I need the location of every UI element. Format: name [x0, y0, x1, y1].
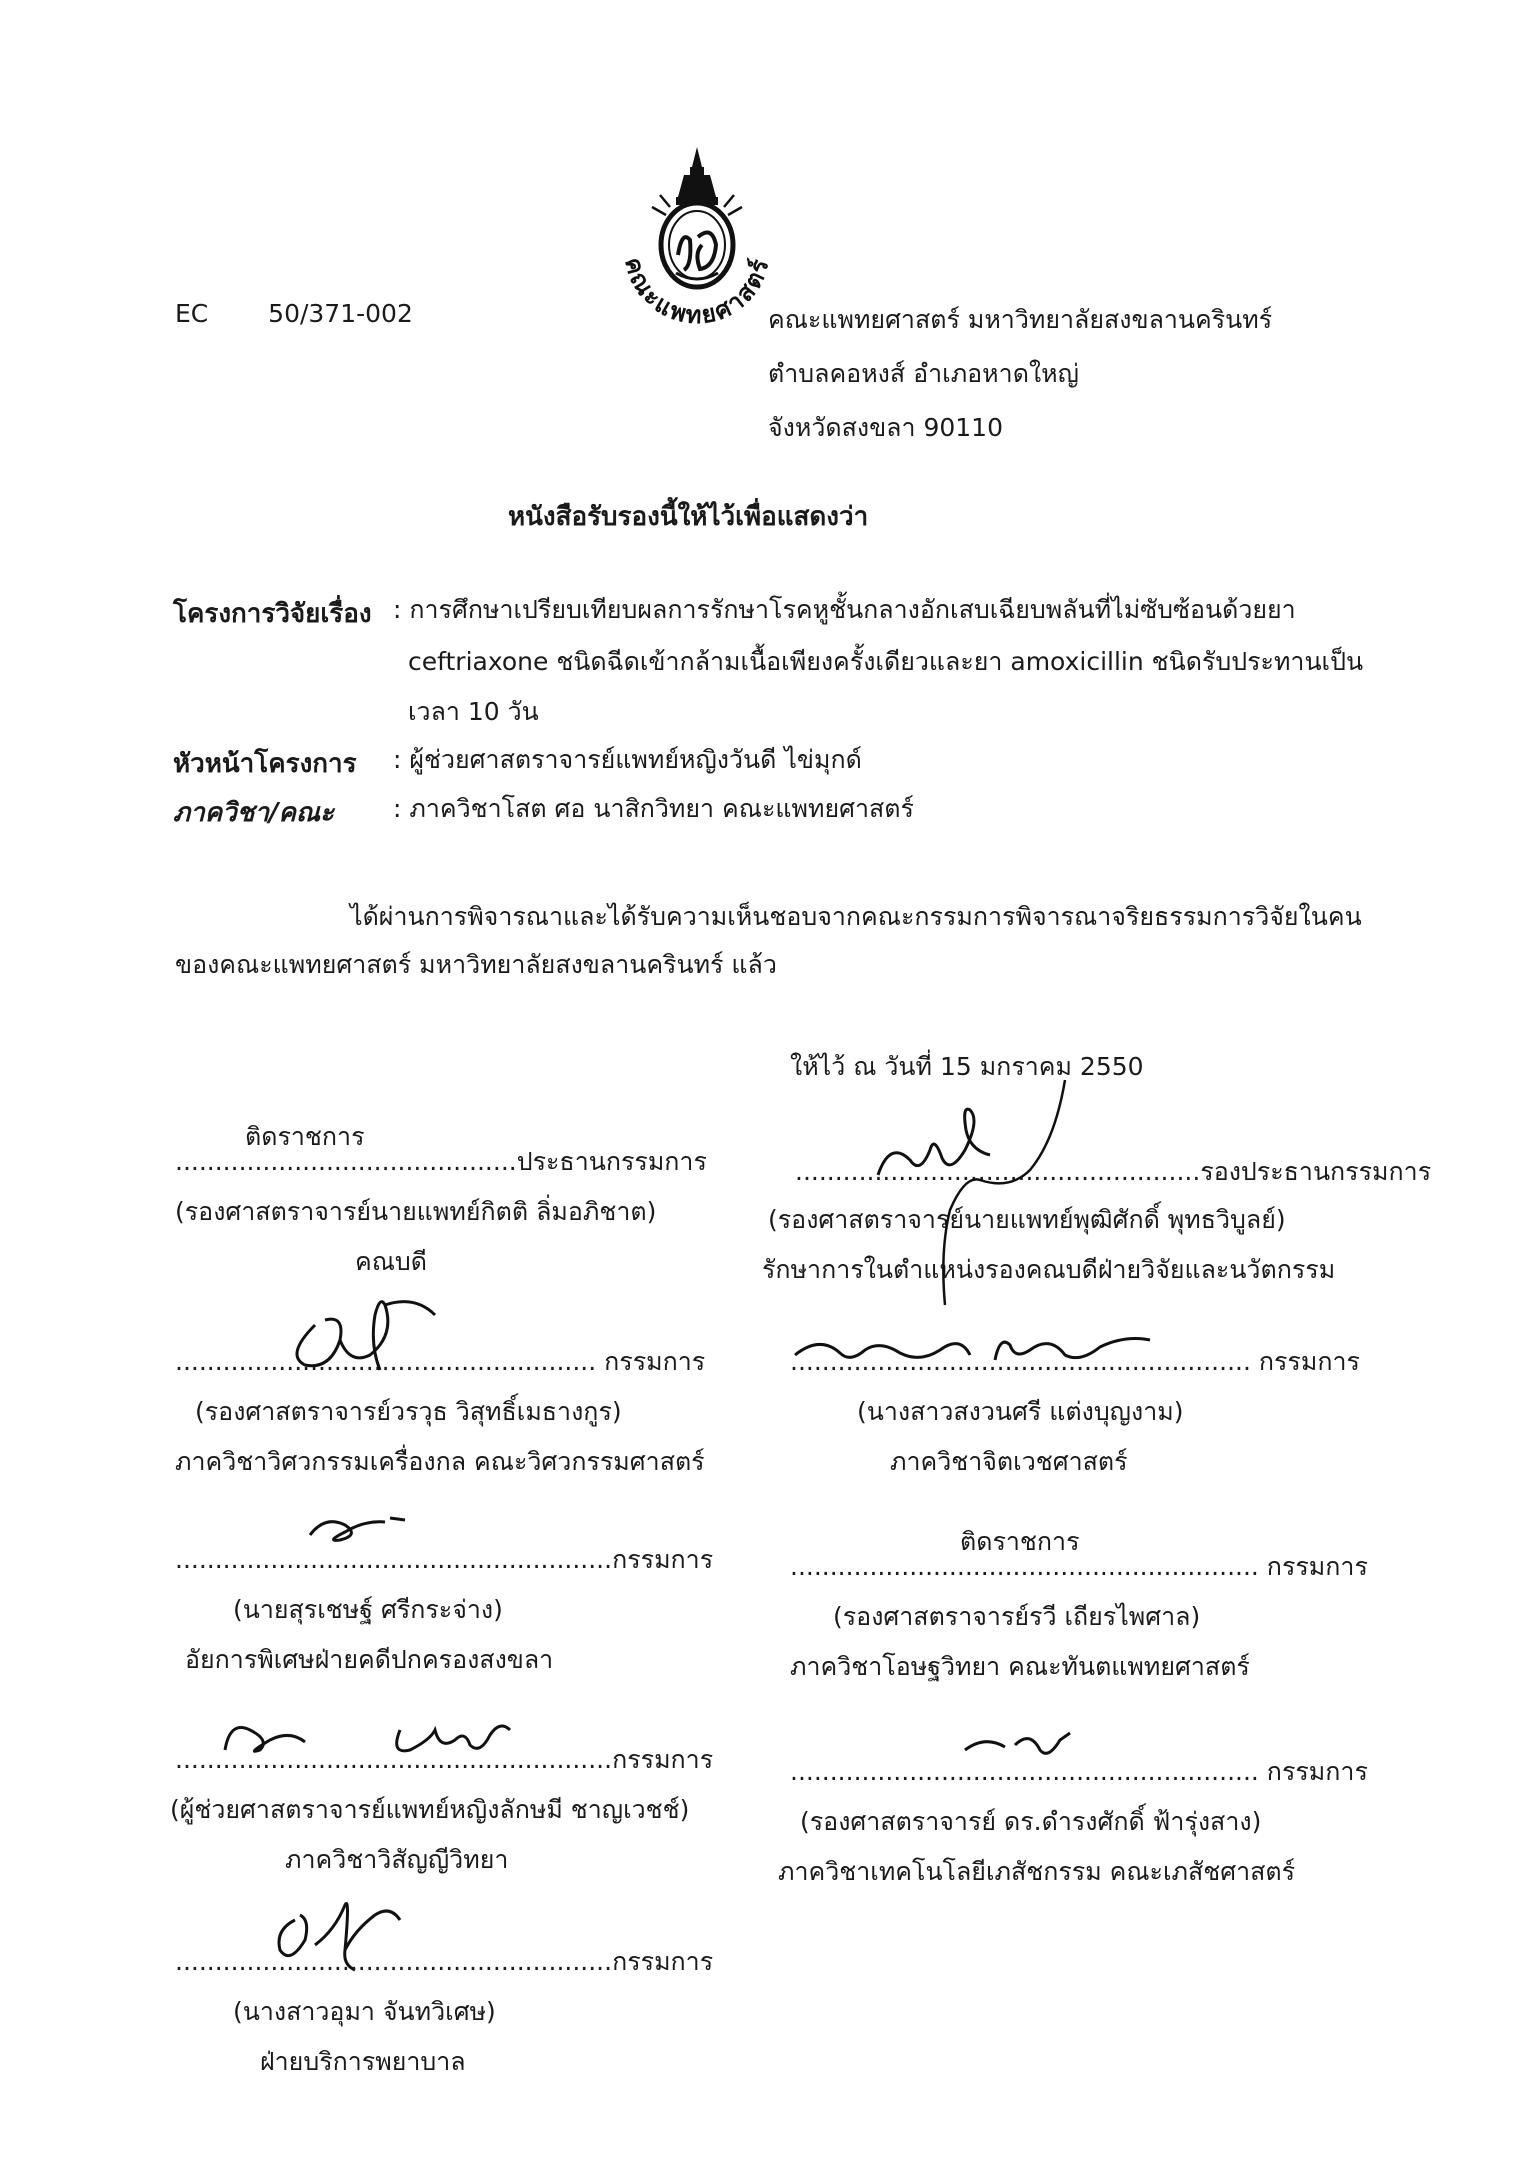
member-2-title: ภาควิชาจิตเวชศาสตร์ — [890, 1447, 1128, 1476]
member-5-signature-line: .......................................................กรรมการ — [175, 1745, 714, 1774]
member-4-note: ติดราชการ — [960, 1527, 1080, 1556]
statement-line-1: ได้ผ่านการพิจารณาและได้รับความเห็นชอบจากคณะกรรมการพิจารณาจริยธรรมการวิจัยในคน — [350, 902, 1362, 931]
department-value: : ภาควิชาโสต ศอ นาสิกวิทยา คณะแพทยศาสตร์ — [393, 794, 914, 823]
department-label: ภาควิชา/คณะ — [173, 798, 334, 828]
project-label: โครงการวิจัยเรื่อง — [173, 599, 372, 629]
issue-date: ให้ไว้ ณ วันที่ 15 มกราคม 2550 — [790, 1052, 1144, 1081]
project-title-line-1: : การศึกษาเปรียบเทียบผลการรักษาโรคหูชั้นกลางอักเสบเฉียบพลันที่ไม่ซับซ้อนด้วยยา — [393, 595, 1296, 624]
chair-name: (รองศาสตราจารย์นายแพทย์กิตติ ลิ่มอภิชาต) — [175, 1197, 657, 1226]
member-1-signature-line: ..................................................... กรรมการ — [175, 1347, 706, 1376]
member-6-name: (รองศาสตราจารย์ ดร.ดำรงศักดิ์ ฟ้ารุ่งสาง) — [800, 1807, 1262, 1836]
member-7-signature-line: .......................................................กรรมการ — [175, 1947, 714, 1976]
statement-line-2: ของคณะแพทยศาสตร์ มหาวิทยาลัยสงขลานครินทร์ แล้ว — [175, 950, 777, 979]
vice-chair-name: (รองศาสตราจารย์นายแพทย์พุฒิศักดิ์ พุทธวิบูลย์) — [768, 1205, 1286, 1234]
member-5-name: (ผู้ช่วยศาสตราจารย์แพทย์หญิงลักษมี ชาญเวชช์) — [170, 1795, 690, 1824]
project-title-line-3: เวลา 10 วัน — [408, 697, 539, 726]
address-line-3: จังหวัดสงขลา 90110 — [768, 413, 1003, 442]
chair-title: คณบดี — [355, 1247, 428, 1276]
member-4-signature-line: ........................................................... กรรมการ — [790, 1552, 1368, 1581]
address-line-2: ตำบลคอหงส์ อำเภอหาดใหญ่ — [768, 359, 1079, 388]
member-1-name: (รองศาสตราจารย์วรวุธ วิสุทธิ์เมธางกูร) — [195, 1397, 622, 1426]
member-6-title: ภาควิชาเทคโนโลยีเภสัชกรรม คณะเภสัชศาสตร์ — [778, 1857, 1296, 1886]
member-2-name: (นางสาวสงวนศรี แต่งบุญงาม) — [857, 1397, 1184, 1426]
member-7-title: ฝ่ายบริการพยาบาล — [260, 2047, 466, 2076]
member-3-name: (นายสุรเชษฐ์ ศรีกระจ่าง) — [233, 1595, 503, 1624]
member-2-signature-line: .......................................................... กรรมการ — [790, 1347, 1360, 1376]
reference-number — [175, 297, 413, 331]
vice-chair-signature-icon — [870, 1080, 1100, 1310]
chair-note: ติดราชการ — [245, 1122, 365, 1151]
member-3-title: อัยการพิเศษฝ่ายคดีปกครองสงขลา — [185, 1645, 554, 1674]
head-of-project-value: : ผู้ช่วยศาสตราจารย์แพทย์หญิงวันดี ไข่มุกด์ — [393, 745, 862, 774]
seal-graphic — [612, 145, 782, 325]
member-7-name: (นางสาวอุมา จันทวิเศษ) — [233, 1997, 496, 2026]
faculty-seal — [612, 145, 782, 325]
reference-code: 50/371-002 — [268, 299, 413, 328]
project-title-line-2: ceftriaxone ชนิดฉีดเข้ากล้ามเนื้อเพียงครั้งเดียวและยา amoxicillin ชนิดรับประทานเป็น — [408, 647, 1364, 676]
vice-chair-title: รักษาการในตำแหน่งรองคณบดีฝ่ายวิจัยและนวัตกรรม — [762, 1255, 1336, 1284]
member-5-title: ภาควิชาวิสัญญีวิทยา — [285, 1845, 509, 1874]
certificate-heading: หนังสือรับรองนี้ให้ไว้เพื่อแสดงว่า — [508, 502, 869, 532]
member-1-title: ภาควิชาวิศวกรรมเครื่องกล คณะวิศวกรรมศาสตร์ — [175, 1447, 705, 1476]
member-4-title: ภาควิชาโอษฐวิทยา คณะทันตแพทยศาสตร์ — [790, 1652, 1250, 1681]
reference-prefix: EC — [175, 299, 209, 328]
head-of-project-label: หัวหน้าโครงการ — [173, 749, 357, 779]
chair-signature-line: ...........................................ประธานกรรมการ — [175, 1147, 707, 1176]
member-3-signature-line: .......................................................กรรมการ — [175, 1545, 714, 1574]
address-line-1: คณะแพทยศาสตร์ มหาวิทยาลัยสงขลานครินทร์ — [768, 305, 1273, 334]
member-4-name: (รองศาสตราจารย์รวี เถียรไพศาล) — [833, 1602, 1201, 1631]
member-6-signature-line: ........................................................... กรรมการ — [790, 1757, 1368, 1786]
seal-text: คณะแพทยศาสตร์ — [619, 254, 775, 325]
vice-chair-signature-line: ...................................................รองประธานกรรมการ — [795, 1157, 1432, 1186]
